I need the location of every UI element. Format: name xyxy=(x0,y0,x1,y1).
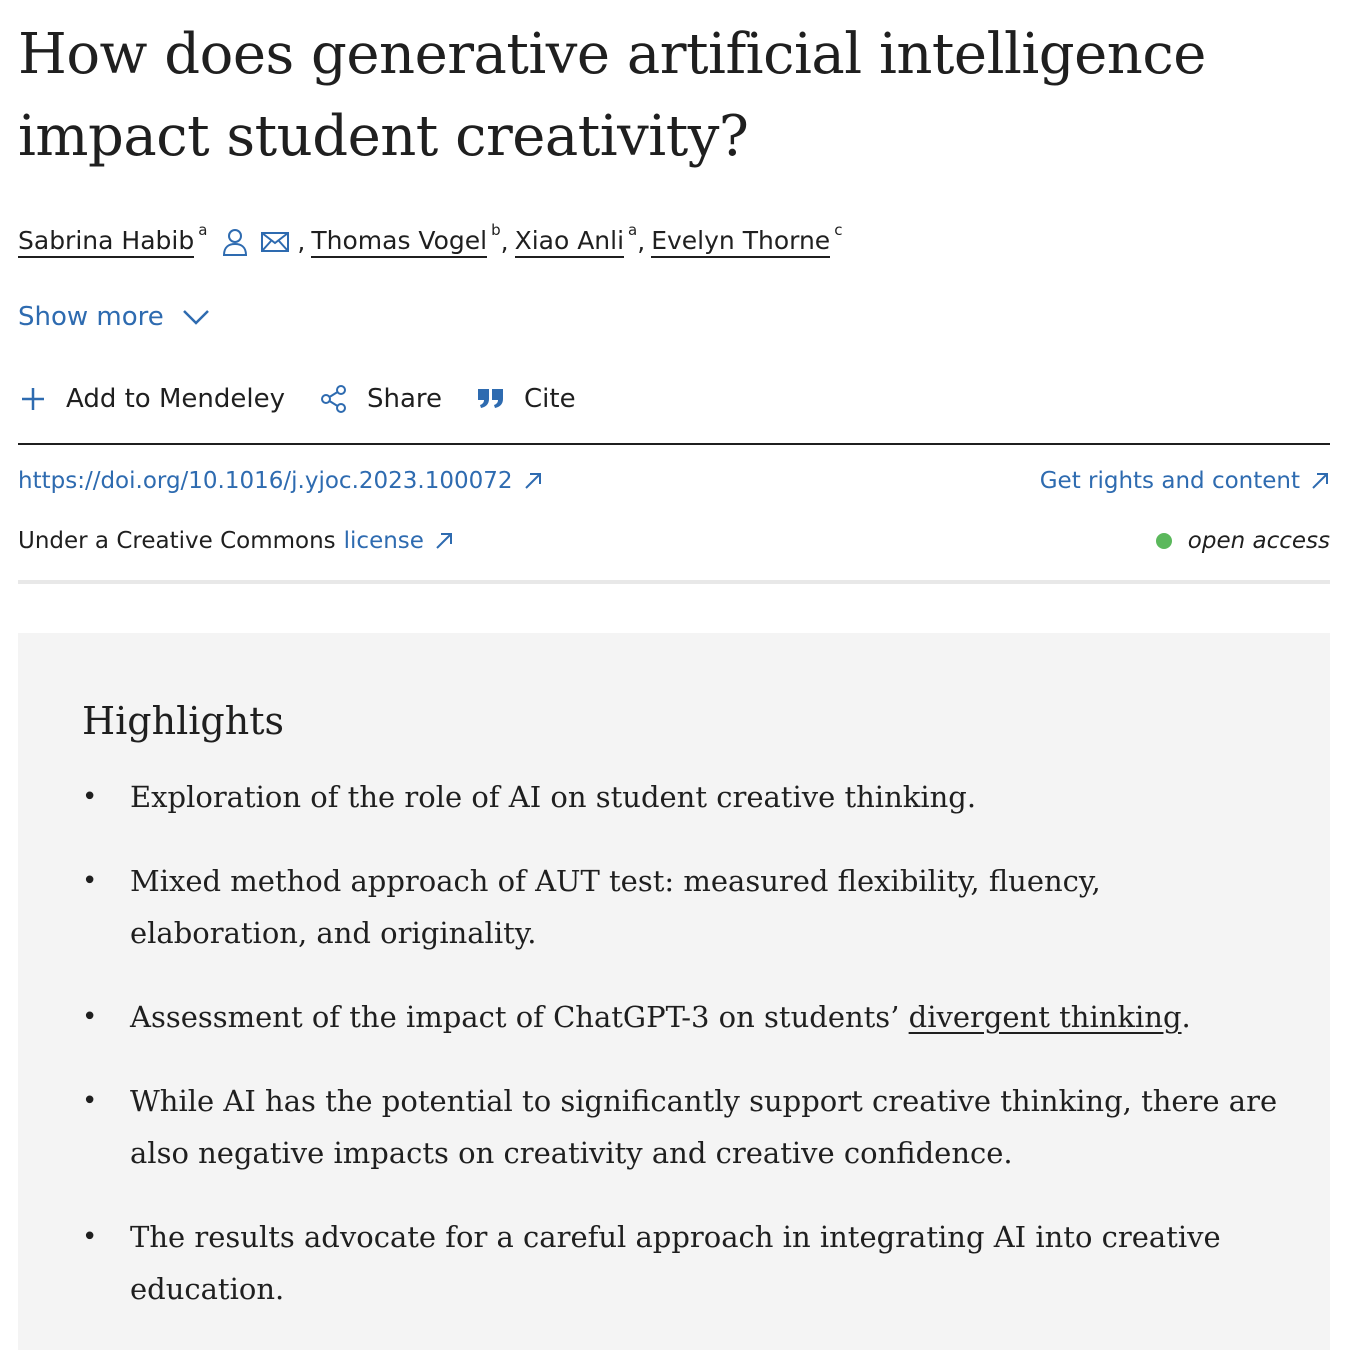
divergent-thinking-link[interactable]: divergent thinking xyxy=(908,1000,1182,1034)
affiliation-marker: c xyxy=(834,221,843,239)
add-to-mendeley-button[interactable] xyxy=(18,384,285,414)
highlight-text-end: . xyxy=(1181,1000,1191,1034)
bullet: • xyxy=(82,782,98,812)
status-dot-icon xyxy=(1156,533,1172,549)
bullet: • xyxy=(82,866,98,896)
affiliation-marker: a xyxy=(628,221,638,239)
cite-button[interactable] xyxy=(476,384,576,414)
get-rights-label: Get rights and content xyxy=(1039,468,1300,494)
highlight-text: While AI has the potential to significantly support creative thinking, there are also negative impacts on creativity and creative confidence. xyxy=(130,1084,1278,1170)
divider xyxy=(18,580,1330,584)
highlight-text: Exploration of the role of AI on student creative thinking. xyxy=(130,780,977,814)
highlight-text: Assessment of the impact of ChatGPT-3 on students’ xyxy=(130,1000,909,1034)
get-rights-link[interactable] xyxy=(1040,468,1330,494)
license-label: license xyxy=(343,528,424,554)
article-header xyxy=(18,0,1330,1306)
author-separator: , xyxy=(637,227,646,256)
person-icon[interactable] xyxy=(219,226,251,258)
add-to-mendeley-label: Add to Mendeley xyxy=(66,384,285,414)
author-separator: , xyxy=(500,227,509,256)
highlights-list xyxy=(82,771,1282,1347)
author-separator: , xyxy=(297,227,306,256)
chevron-down-icon xyxy=(182,309,210,325)
author-link[interactable]: Sabrina Habib xyxy=(18,226,194,258)
plus-icon xyxy=(18,384,48,414)
bullet: • xyxy=(82,1222,98,1252)
highlight-text: The results advocate for a careful approach in integrating AI into creative education. xyxy=(130,1220,1221,1306)
highlight-item xyxy=(82,1211,1282,1315)
show-more-label: Show more xyxy=(18,302,164,332)
external-link-icon xyxy=(434,531,454,551)
article-actions xyxy=(18,384,610,414)
highlight-item xyxy=(82,991,1282,1043)
author-list xyxy=(18,222,842,262)
highlight-text: Mixed method approach of AUT test: measured flexibility, fluency, elaboration, and originality. xyxy=(130,864,1101,950)
quote-icon xyxy=(476,384,506,414)
article-title: How does generative artificial intelligence impact student creativity? xyxy=(18,22,1206,169)
affiliation-marker: b xyxy=(491,221,501,239)
open-access-label: open access xyxy=(1187,528,1330,554)
author-link[interactable]: Xiao Anli xyxy=(515,226,624,258)
email-icon[interactable] xyxy=(259,226,291,258)
share-button[interactable] xyxy=(319,384,442,414)
highlights-section xyxy=(18,633,1330,1350)
author-link[interactable]: Thomas Vogel xyxy=(311,226,487,258)
highlight-item xyxy=(82,855,1282,959)
cite-label: Cite xyxy=(524,384,576,414)
highlight-item xyxy=(82,1075,1282,1179)
divider xyxy=(18,443,1330,445)
license-info xyxy=(18,528,454,554)
license-link[interactable] xyxy=(344,528,454,554)
external-link-icon xyxy=(523,471,543,491)
doi-link[interactable] xyxy=(18,468,543,494)
bullet: • xyxy=(82,1086,98,1116)
external-link-icon xyxy=(1310,471,1330,491)
doi-label: https://doi.org/10.1016/j.yjoc.2023.100072 xyxy=(18,468,513,494)
highlight-item xyxy=(82,771,1282,823)
author-link[interactable]: Evelyn Thorne xyxy=(651,226,830,258)
highlights-title: Highlights xyxy=(82,699,284,743)
open-access-badge xyxy=(1156,528,1330,554)
license-prefix: Under a Creative Commons xyxy=(18,528,336,554)
affiliation-marker: a xyxy=(198,221,208,239)
share-icon xyxy=(319,384,349,414)
bullet: • xyxy=(82,1002,98,1032)
share-label: Share xyxy=(366,384,443,414)
show-more-button[interactable] xyxy=(18,302,210,332)
